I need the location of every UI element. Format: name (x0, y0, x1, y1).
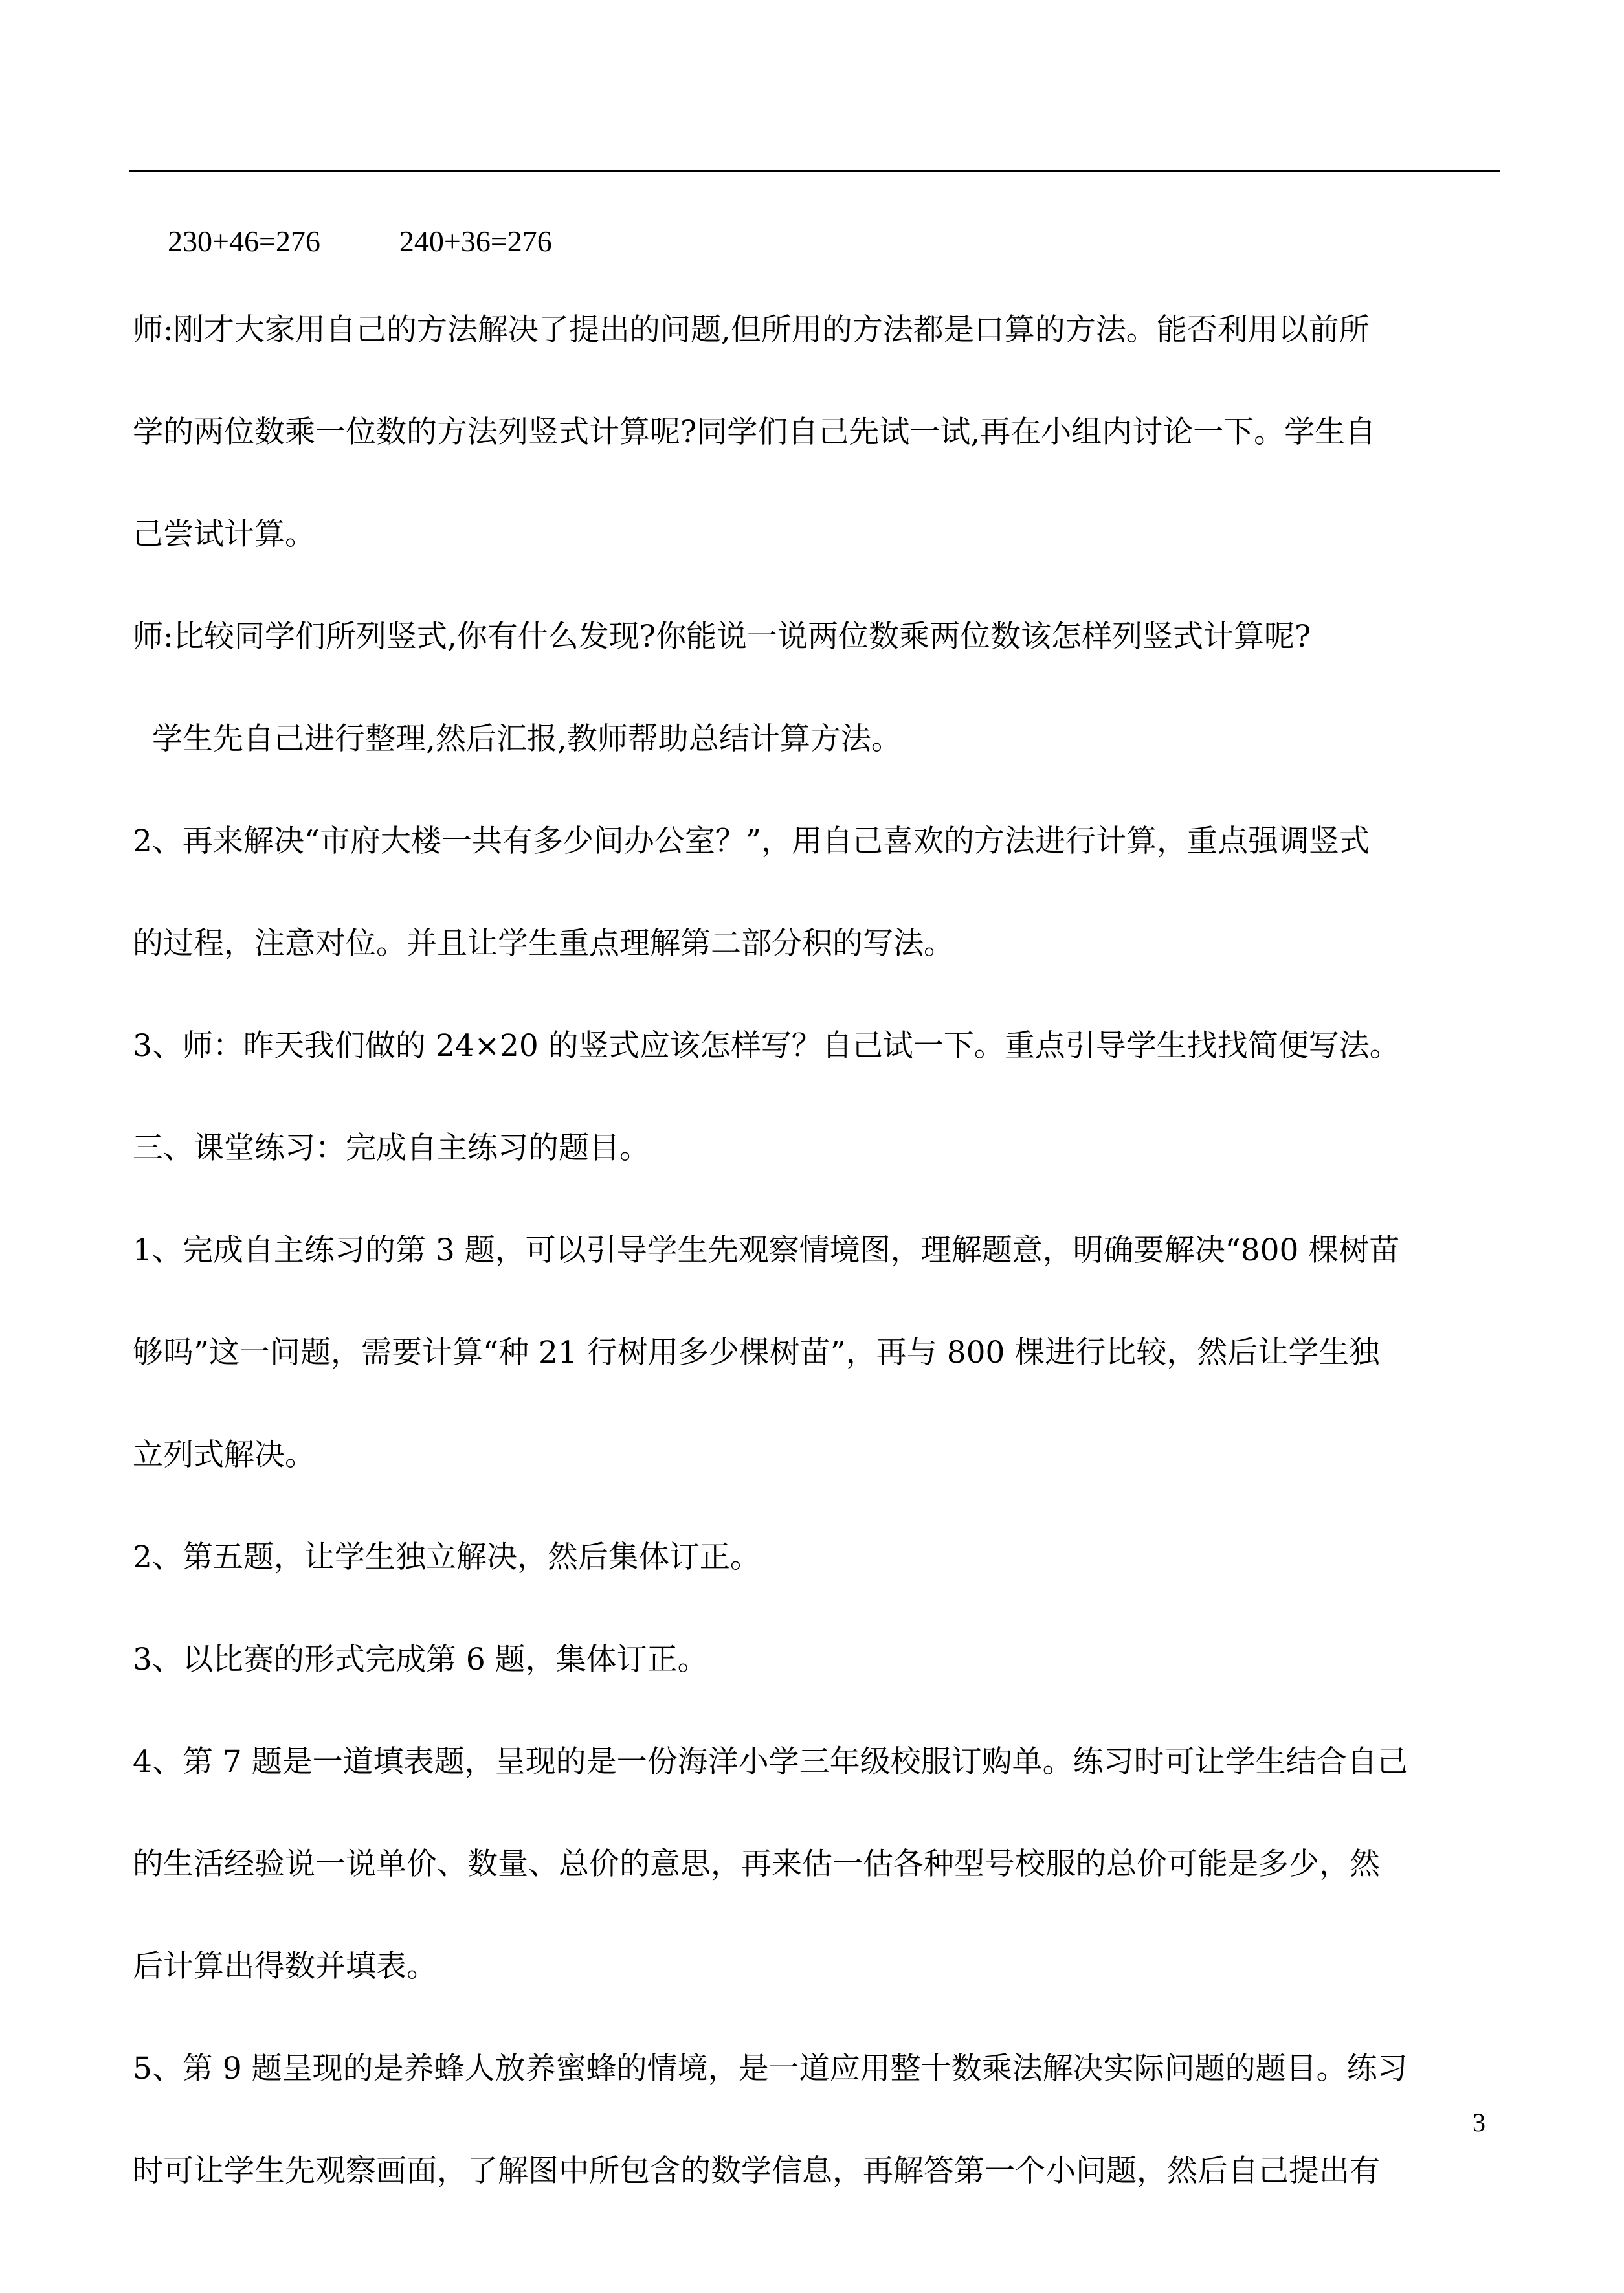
paragraph-line: 后计算出得数并填表。 (133, 1949, 437, 1984)
paragraph-line: 师:比较同学们所列竖式,你有什么发现?你能说一说两位数乘两位数该怎样列竖式计算呢? (133, 619, 1311, 654)
paragraph-line: 5、第 9 题呈现的是养蜂人放养蜜蜂的情境，是一道应用整十数乘法解决实际问题的题目。练习 (133, 2051, 1408, 2086)
paragraph-line: 1、完成自主练习的第 3 题，可以引导学生先观察情境图，理解题意，明确要解决“800 棵树苗 (133, 1233, 1400, 1268)
paragraph-line: 的过程，注意对位。并且让学生重点理解第二部分积的写法。 (133, 926, 954, 961)
paragraph-line: 3、师：昨天我们做的 24×20 的竖式应该怎样写？自己试一下。重点引导学生找找简便写法。 (133, 1028, 1400, 1064)
equation-2: 240+36=276 (399, 225, 552, 258)
header-rule (129, 170, 1500, 172)
paragraph-line: 2、再来解决“市府大楼一共有多少间办公室？”，用自己喜欢的方法进行计算，重点强调竖式 (133, 823, 1370, 859)
paragraph-line: 2、第五题，让学生独立解决，然后集体订正。 (133, 1539, 761, 1575)
paragraph-line: 4、第 7 题是一道填表题，呈现的是一份海洋小学三年级校服订购单。练习时可让学生结合自己 (133, 1744, 1408, 1780)
paragraph-line: 的生活经验说一说单价、数量、总价的意思，再来估一估各种型号校服的总价可能是多少，然 (133, 1846, 1380, 1882)
document-body (133, 204, 1498, 2222)
paragraph-line: 时可让学生先观察画面，了解图中所包含的数学信息，再解答第一个小问题，然后自己提出有 (133, 2153, 1380, 2189)
paragraph-line: 立列式解决。 (133, 1437, 315, 1473)
paragraph-line: 师:刚才大家用自己的方法解决了提出的问题,但所用的方法都是口算的方法。能否利用以前所 (133, 312, 1370, 348)
paragraph-line: 3、以比赛的形式完成第 6 题，集体订正。 (133, 1642, 708, 1677)
paragraph-line: 己尝试计算。 (133, 517, 315, 552)
paragraph-line: 学生先自己进行整理,然后汇报,教师帮助总结计算方法。 (152, 721, 902, 757)
equation-row (133, 204, 1498, 279)
page-number: 3 (1473, 2108, 1485, 2137)
paragraph-line: 够吗”这一问题，需要计算“种 21 行树用多少棵树苗”，再与 800 棵进行比较，然后让学生独 (133, 1335, 1380, 1370)
paragraph-line: 学的两位数乘一位数的方法列竖式计算呢?同学们自己先试一试,再在小组内讨论一下。学生自 (133, 414, 1376, 450)
section-heading: 三、课堂练习：完成自主练习的题目。 (133, 1130, 650, 1166)
equation-1: 230+46=276 (168, 225, 320, 258)
